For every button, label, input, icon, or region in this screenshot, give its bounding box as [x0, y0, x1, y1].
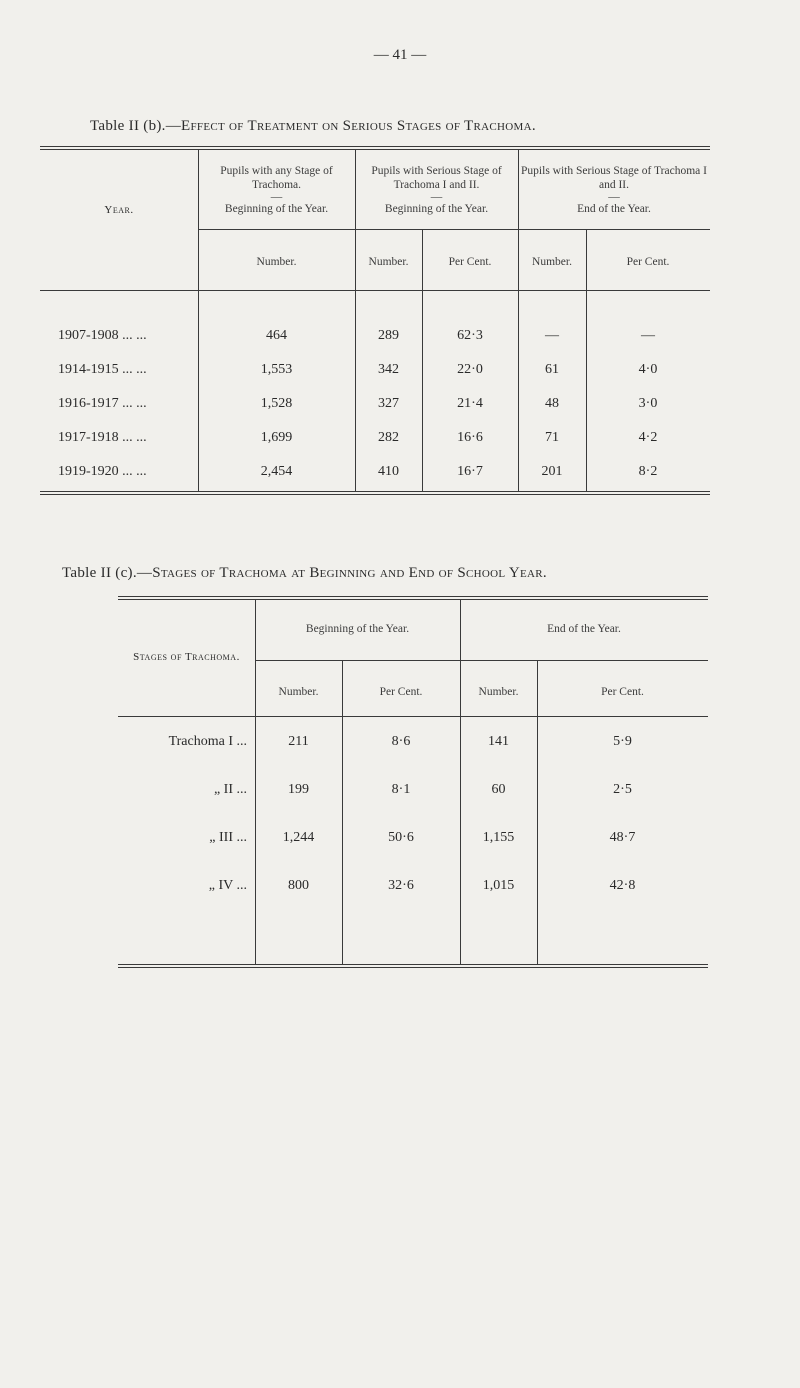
begin-number-cell: 342 [378, 362, 399, 377]
begin-percent-cell: 8·1 [391, 782, 411, 797]
begin-number-cell: 800 [288, 878, 309, 893]
stage-cell: Trachoma I ... [168, 734, 247, 749]
end-number-cell: 48 [545, 396, 559, 411]
any-stage-dash: — [270, 191, 283, 203]
page-number: — 41 — [373, 47, 427, 63]
end-percent-cell: 8·2 [638, 464, 658, 479]
begin-percent-cell: 8·6 [391, 734, 411, 749]
begin-percent-header: Per Cent. [448, 256, 492, 268]
end-number-cell: 1,155 [482, 830, 515, 845]
stage-cell: „ IV ... [208, 878, 247, 893]
begin-percent-cell: 62·3 [457, 328, 483, 343]
year-cell: 1917-1918 ... ... [58, 430, 147, 445]
any-stage-cell: 464 [266, 328, 287, 343]
end-header: End of the Year. [547, 623, 621, 635]
end-percent-cell: 4·0 [638, 362, 658, 377]
end-number-cell: 60 [491, 782, 506, 797]
begin-percent-cell: 21·4 [457, 396, 483, 411]
year-cell: 1914-1915 ... ... [58, 362, 147, 377]
beginning-header: Beginning of the Year. [305, 623, 410, 635]
end-number-cell: — [545, 328, 559, 343]
serious-begin-header: Pupils with Serious Stage of Trachoma I and II. [371, 165, 502, 191]
end-number-header: Number. [532, 256, 572, 268]
year-header: Year. [104, 204, 134, 216]
any-stage-cell: 2,454 [260, 464, 293, 479]
begin-percent-cell: 16·6 [457, 430, 483, 445]
end-percent-cell: 4·2 [638, 430, 658, 445]
table-b-caption-title: Effect of Treatment on Serious Stages of Trachoma. [181, 118, 536, 134]
end-percent-cell: — [641, 328, 655, 343]
end-number-cell: 201 [541, 464, 563, 479]
end-percent-header: Per Cent. [626, 256, 670, 268]
stage-cell: „ II ... [213, 782, 247, 797]
serious-begin-subheader: Beginning of the Year. [384, 203, 489, 215]
stages-header: Stages of Trachoma. [133, 651, 240, 663]
end-percent-header: Per Cent. [601, 686, 644, 698]
begin-number-cell: 410 [378, 464, 399, 479]
end-percent-cell: 5·9 [613, 734, 632, 749]
year-cell: 1907-1908 ... ... [58, 328, 147, 343]
any-stage-cell: 1,553 [260, 362, 293, 377]
any-number-header: Number. [256, 256, 297, 268]
year-cell: 1916-1917 ... ... [58, 396, 147, 411]
begin-percent-cell: 50·6 [388, 830, 414, 845]
stage-cell: „ III ... [209, 830, 247, 845]
end-percent-cell: 42·8 [609, 878, 636, 893]
serious-end-subheader: End of the Year. [577, 203, 651, 215]
end-number-cell: 1,015 [482, 878, 515, 893]
begin-number-header: Number. [368, 256, 409, 268]
begin-number-cell: 1,244 [282, 830, 315, 845]
end-percent-cell: 2·5 [613, 782, 632, 797]
end-percent-cell: 3·0 [638, 396, 658, 411]
begin-percent-header: Per Cent. [379, 686, 423, 698]
any-stage-header: Pupils with any Stage of Trachoma. [220, 165, 333, 191]
begin-number-cell: 199 [288, 782, 309, 797]
begin-percent-cell: 16·7 [457, 464, 483, 479]
end-number-cell: 141 [488, 734, 509, 749]
table-b-caption-prefix: Table II (b).— [90, 118, 182, 134]
begin-number-cell: 289 [378, 328, 399, 343]
any-stage-cell: 1,528 [260, 396, 293, 411]
serious-end-dash: — [608, 191, 620, 203]
serious-begin-dash: — [430, 191, 443, 203]
serious-end-header: Pupils with Serious Stage of Trachoma I and II. [521, 165, 707, 191]
year-cell: 1919-1920 ... ... [58, 464, 147, 479]
begin-number-cell: 327 [378, 396, 399, 411]
any-stage-cell: 1,699 [260, 430, 293, 445]
end-number-cell: 61 [545, 362, 559, 377]
begin-number-cell: 282 [378, 430, 399, 445]
end-number-header: Number. [478, 686, 519, 698]
begin-number-cell: 211 [288, 734, 309, 749]
table-c-caption-prefix: Table II (c).— [62, 565, 153, 581]
table-c-caption-title: Stages of Trachoma at Beginning and End of School Year. [152, 565, 547, 581]
begin-number-header: Number. [278, 686, 319, 698]
begin-percent-cell: 22·0 [457, 362, 483, 377]
end-percent-cell: 48·7 [609, 830, 636, 845]
begin-percent-cell: 32·6 [388, 878, 414, 893]
any-stage-subheader: Beginning of the Year. [224, 203, 329, 215]
end-number-cell: 71 [545, 430, 559, 445]
